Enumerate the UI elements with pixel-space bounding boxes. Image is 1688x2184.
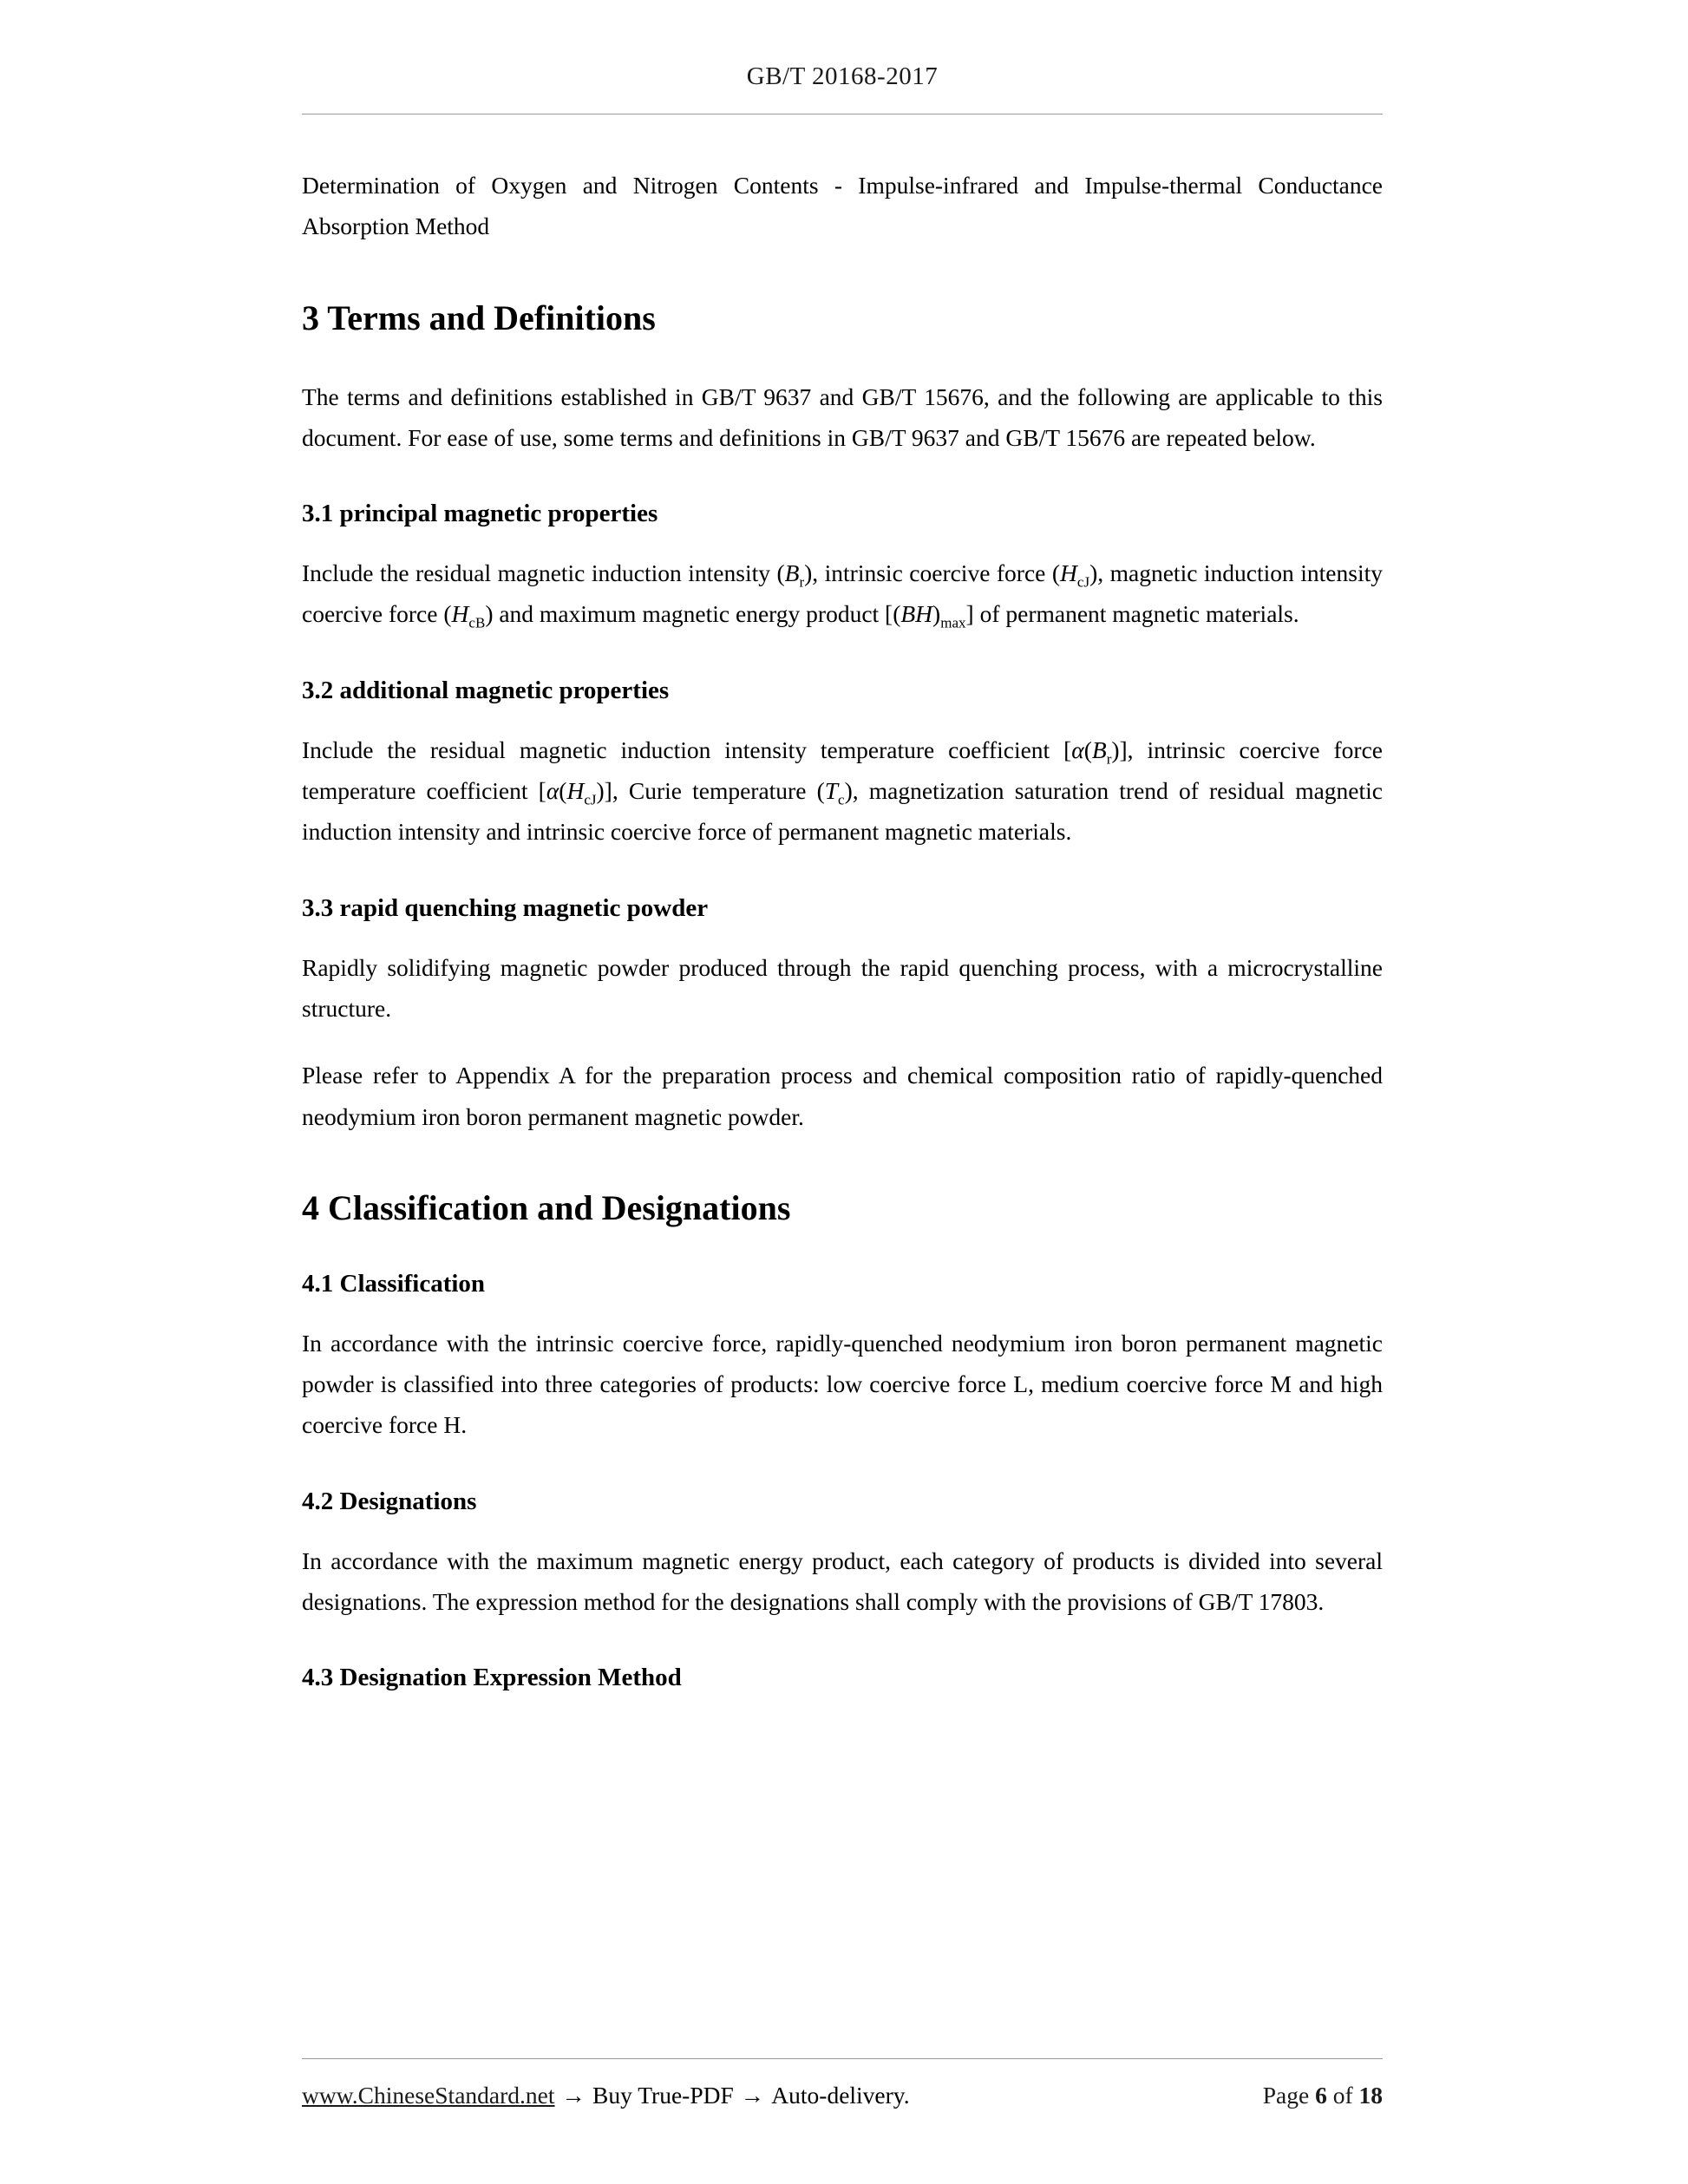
- subsection-4-3-title: 4.3 Designation Expression Method: [302, 1664, 682, 1692]
- page-content: [302, 114, 1383, 1692]
- subsection-3-2-paragraph: Include the residual magnetic induction intensity temperature coefficient $[\alpha(B_r)]$, intrinsic coercive force temperature coefficient $[\alpha(H_{cJ})]$, Curie temperature $(T_c)$, magnetization saturation trend of residual magnetic induction intensity and intrinsic coercive force of permanent magnetic materials.: [302, 736, 1383, 846]
- subsection-3-2-title: 3.2 additional magnetic properties: [302, 676, 670, 704]
- doc-number: GB/T 20168-2017: [746, 62, 939, 90]
- footer-page-indicator: [1263, 2082, 1383, 2109]
- footer-website-link[interactable]: www.ChineseStandard.net: [302, 2082, 555, 2109]
- section-3-title: 3 Terms and Definitions: [302, 298, 656, 337]
- of-label: of: [1332, 2082, 1353, 2109]
- footer-delivery-label: Auto-delivery.: [771, 2082, 910, 2109]
- footer-source-line: [302, 2082, 910, 2109]
- section-4-title: 4 Classification and Designations: [302, 1187, 791, 1227]
- subsection-3-1-paragraph: Include the residual magnetic induction intensity $(B_r)$, intrinsic coercive force $(H_{cJ})$, magnetic induction intensity coercive force $(H_{cB})$ and maximum magnetic energy product $[(BH)_{max}]$ of permanent magnetic materials.: [302, 559, 1384, 631]
- subsection-3-3-paragraph-1: Rapidly solidifying magnetic powder produced through the rapid quenching process, with a microcrystalline structure.: [302, 953, 1383, 1022]
- subsection-3-3-title: 3.3 rapid quenching magnetic powder: [302, 893, 709, 922]
- subsection-4-1-paragraph: In accordance with the intrinsic coercive force, rapidly-quenched neodymium iron boron permanent magnetic powder is classified into three categories of products: low coercive force L, medium coercive force M and high coercive force H.: [302, 1329, 1383, 1439]
- page-label: Page: [1262, 2082, 1310, 2109]
- subsection-4-2-paragraph: In accordance with the maximum magnetic energy product, each category of products is divided into several designations. The expression method for the designations shall comply with the provisions of GB/T 17803.: [302, 1546, 1383, 1616]
- page-total: 18: [1358, 2082, 1383, 2109]
- arrow-icon: →: [740, 2082, 765, 2109]
- subsection-4-1-title: 4.1 Classification: [302, 1269, 486, 1298]
- subsection-4-2-title: 4.2 Designations: [302, 1487, 477, 1515]
- subsection-3-1-title: 3.1 principal magnetic properties: [302, 500, 658, 528]
- page-current: 6: [1315, 2082, 1327, 2109]
- subsection-3-3-paragraph-2: Please refer to Appendix A for the preparation process and chemical composition ratio of rapidly-quenched neodymium iron boron permanent magnetic powder.: [302, 1062, 1383, 1130]
- footer-buy-label: Buy True-PDF: [592, 2082, 734, 2109]
- arrow-icon: →: [561, 2082, 586, 2109]
- section-3-paragraph: The terms and definitions established in GB/T 9637 and GB/T 15676, and the following are applicable to this document. For ease of use, some terms and definitions in GB/T 9637 and GB/T 15676 are repeated below.: [302, 383, 1383, 451]
- page-header: [302, 62, 1383, 114]
- intro-paragraph: Determination of Oxygen and Nitrogen Contents - Impulse-infrared and Impulse-thermal Conductance Absorption Method: [302, 172, 1383, 240]
- page-footer: [302, 2058, 1383, 2109]
